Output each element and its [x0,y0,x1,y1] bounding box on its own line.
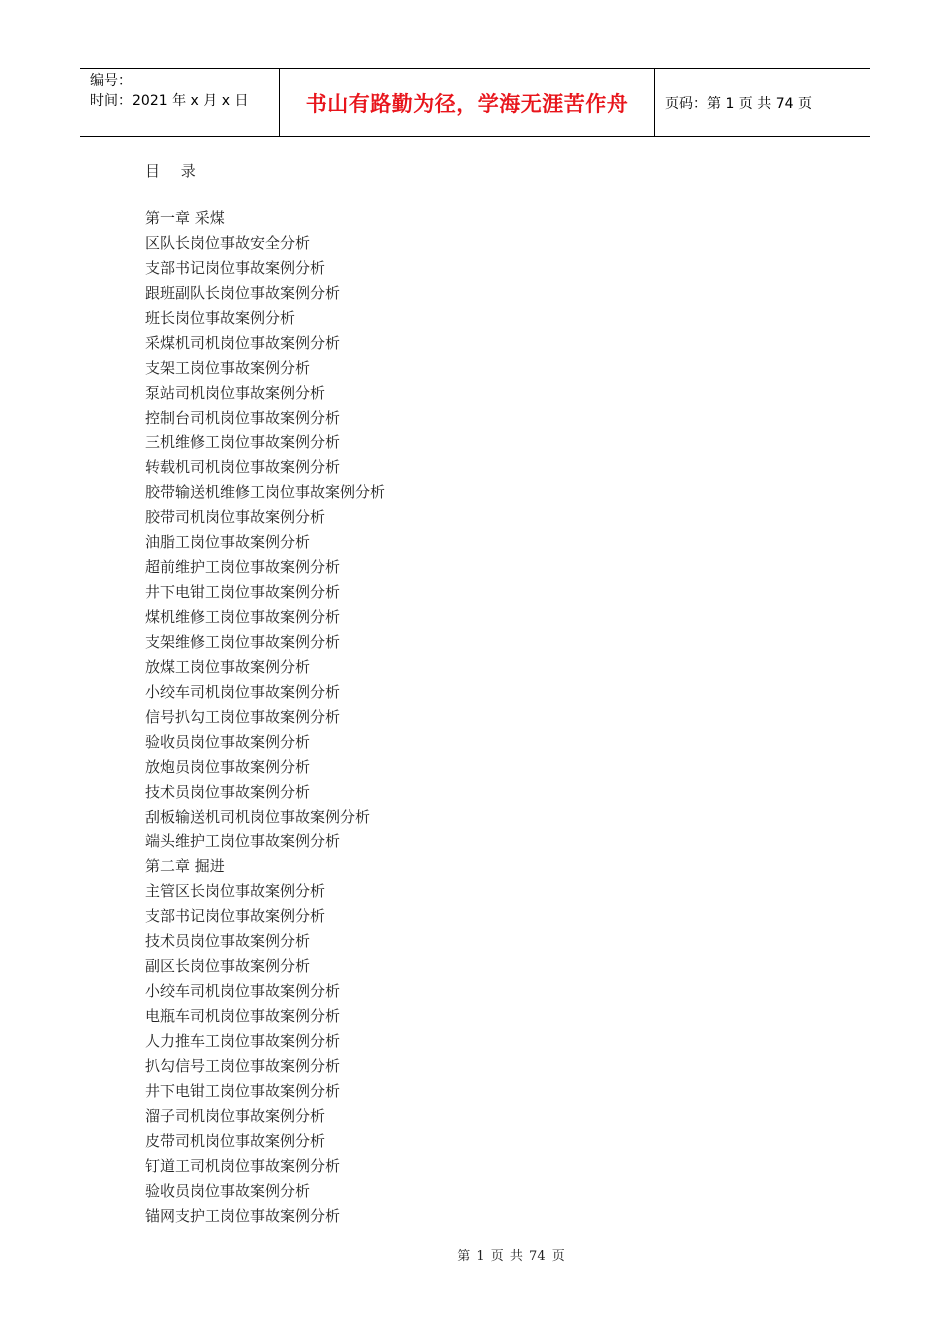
toc-entry: 区队长岗位事故安全分析 [145,233,311,252]
toc-entry: 油脂工岗位事故案例分析 [145,533,311,552]
toc-entry: 溜子司机岗位事故案例分析 [145,1106,326,1125]
toc-entry: 主管区长岗位事故案例分析 [145,882,326,901]
document-date: 时间：2021 年 x 月 x 日 [90,93,249,109]
toc-entry: 验收员岗位事故案例分析 [145,1181,311,1200]
toc-entry: 转载机司机岗位事故案例分析 [145,458,341,477]
toc-entry: 人力推车工岗位事故案例分析 [145,1031,341,1050]
toc-entry: 电瓶车司机岗位事故案例分析 [145,1007,341,1025]
table-of-contents [145,158,385,1228]
toc-entry: 放炮员岗位事故案例分析 [145,757,311,776]
toc-entry: 验收员岗位事故案例分析 [145,732,311,751]
toc-entry: 刮板输送机司机岗位事故案例分析 [145,807,371,826]
toc-entry: 副区长岗位事故案例分析 [145,957,311,976]
toc-entry: 跟班副队长岗位事故案例分析 [145,283,341,302]
toc-entry: 小绞车司机岗位事故案例分析 [145,682,341,701]
toc-entry: 班长岗位事故案例分析 [145,308,296,327]
toc-entry: 钉道工司机岗位事故案例分析 [145,1156,341,1175]
header-motto: 书山有路勤为径，学海无涯苦作舟 [280,69,655,136]
toc-entry: 超前维护工岗位事故案例分析 [145,558,341,577]
footer-page-number: 第 1 页 共 74 页 [457,1249,565,1264]
toc-entry: 端头维护工岗位事故案例分析 [145,832,341,851]
toc-entry: 煤机维修工岗位事故案例分析 [145,608,341,626]
toc-list [145,206,385,1228]
toc-entry: 扒勾信号工岗位事故案例分析 [145,1056,341,1075]
toc-entry: 信号扒勾工岗位事故案例分析 [145,707,341,726]
toc-entry: 泵站司机岗位事故案例分析 [145,383,326,402]
toc-entry: 井下电钳工岗位事故案例分析 [145,1081,341,1100]
header-meta [80,69,280,136]
document-number-label: 编号： [90,73,132,89]
toc-entry: 支架维修工岗位事故案例分析 [145,632,341,651]
toc-entry: 三机维修工岗位事故案例分析 [145,433,341,452]
toc-title: 目 录 [145,162,204,180]
toc-entry: 胶带输送机维修工岗位事故案例分析 [145,483,386,502]
toc-entry: 采煤机司机岗位事故案例分析 [145,333,341,352]
toc-entry: 锚网支护工岗位事故案例分析 [145,1206,341,1225]
toc-entry: 支架工岗位事故案例分析 [145,358,311,377]
toc-entry: 小绞车司机岗位事故案例分析 [145,982,341,1001]
toc-entry: 第一章 采煤 [145,209,225,227]
toc-entry: 支部书记岗位事故案例分析 [145,258,326,277]
toc-entry: 第二章 掘进 [145,857,225,876]
toc-entry: 技术员岗位事故案例分析 [145,932,311,951]
toc-entry: 技术员岗位事故案例分析 [145,782,311,801]
toc-entry: 放煤工岗位事故案例分析 [145,657,311,676]
page-footer [0,1245,950,1264]
page-header [80,68,870,137]
header-page-info: 页码：第 1 页 共 74 页 [665,95,812,112]
toc-entry: 支部书记岗位事故案例分析 [145,907,326,926]
toc-entry: 井下电钳工岗位事故案例分析 [145,583,341,602]
toc-entry: 皮带司机岗位事故案例分析 [145,1131,326,1150]
toc-entry: 控制台司机岗位事故案例分析 [145,408,341,427]
toc-entry: 胶带司机岗位事故案例分析 [145,508,326,527]
